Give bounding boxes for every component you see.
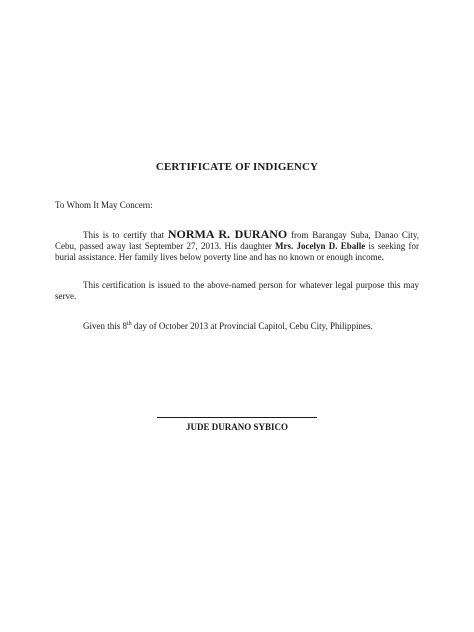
given-ordinal: th [127, 321, 132, 327]
salutation: To Whom It May Concern: [55, 200, 153, 210]
daughter-name: Mrs. Jocelyn D. Eballe [274, 241, 366, 251]
document-title: CERTIFICATE OF INDIGENCY [155, 161, 319, 173]
signatory-name: JUDE DURANO SYBICO [185, 422, 288, 432]
paragraph-purpose: This certification is issued to the above-named person for whatever legal purpose this may serve. [55, 280, 419, 301]
signature-line [157, 417, 317, 418]
paragraph-middle: from Barangay Suba, Danao City, Cebu, passed away last September 27, 2013. His daughter [55, 230, 420, 251]
paragraph-intro: This is to certify that [83, 230, 168, 240]
given-after: day of October 2013 at Provincial Capitol, Cebu City, Philippines. [131, 321, 373, 331]
paragraph-end: is seeking for burial assistance. Her family lives below poverty line and has no known or enough income. [55, 241, 419, 262]
paragraph-certification [55, 229, 419, 263]
paragraph-given [55, 321, 419, 332]
subject-name: NORMA R. DURANO [167, 227, 288, 241]
given-before: Given this 8 [83, 321, 127, 331]
